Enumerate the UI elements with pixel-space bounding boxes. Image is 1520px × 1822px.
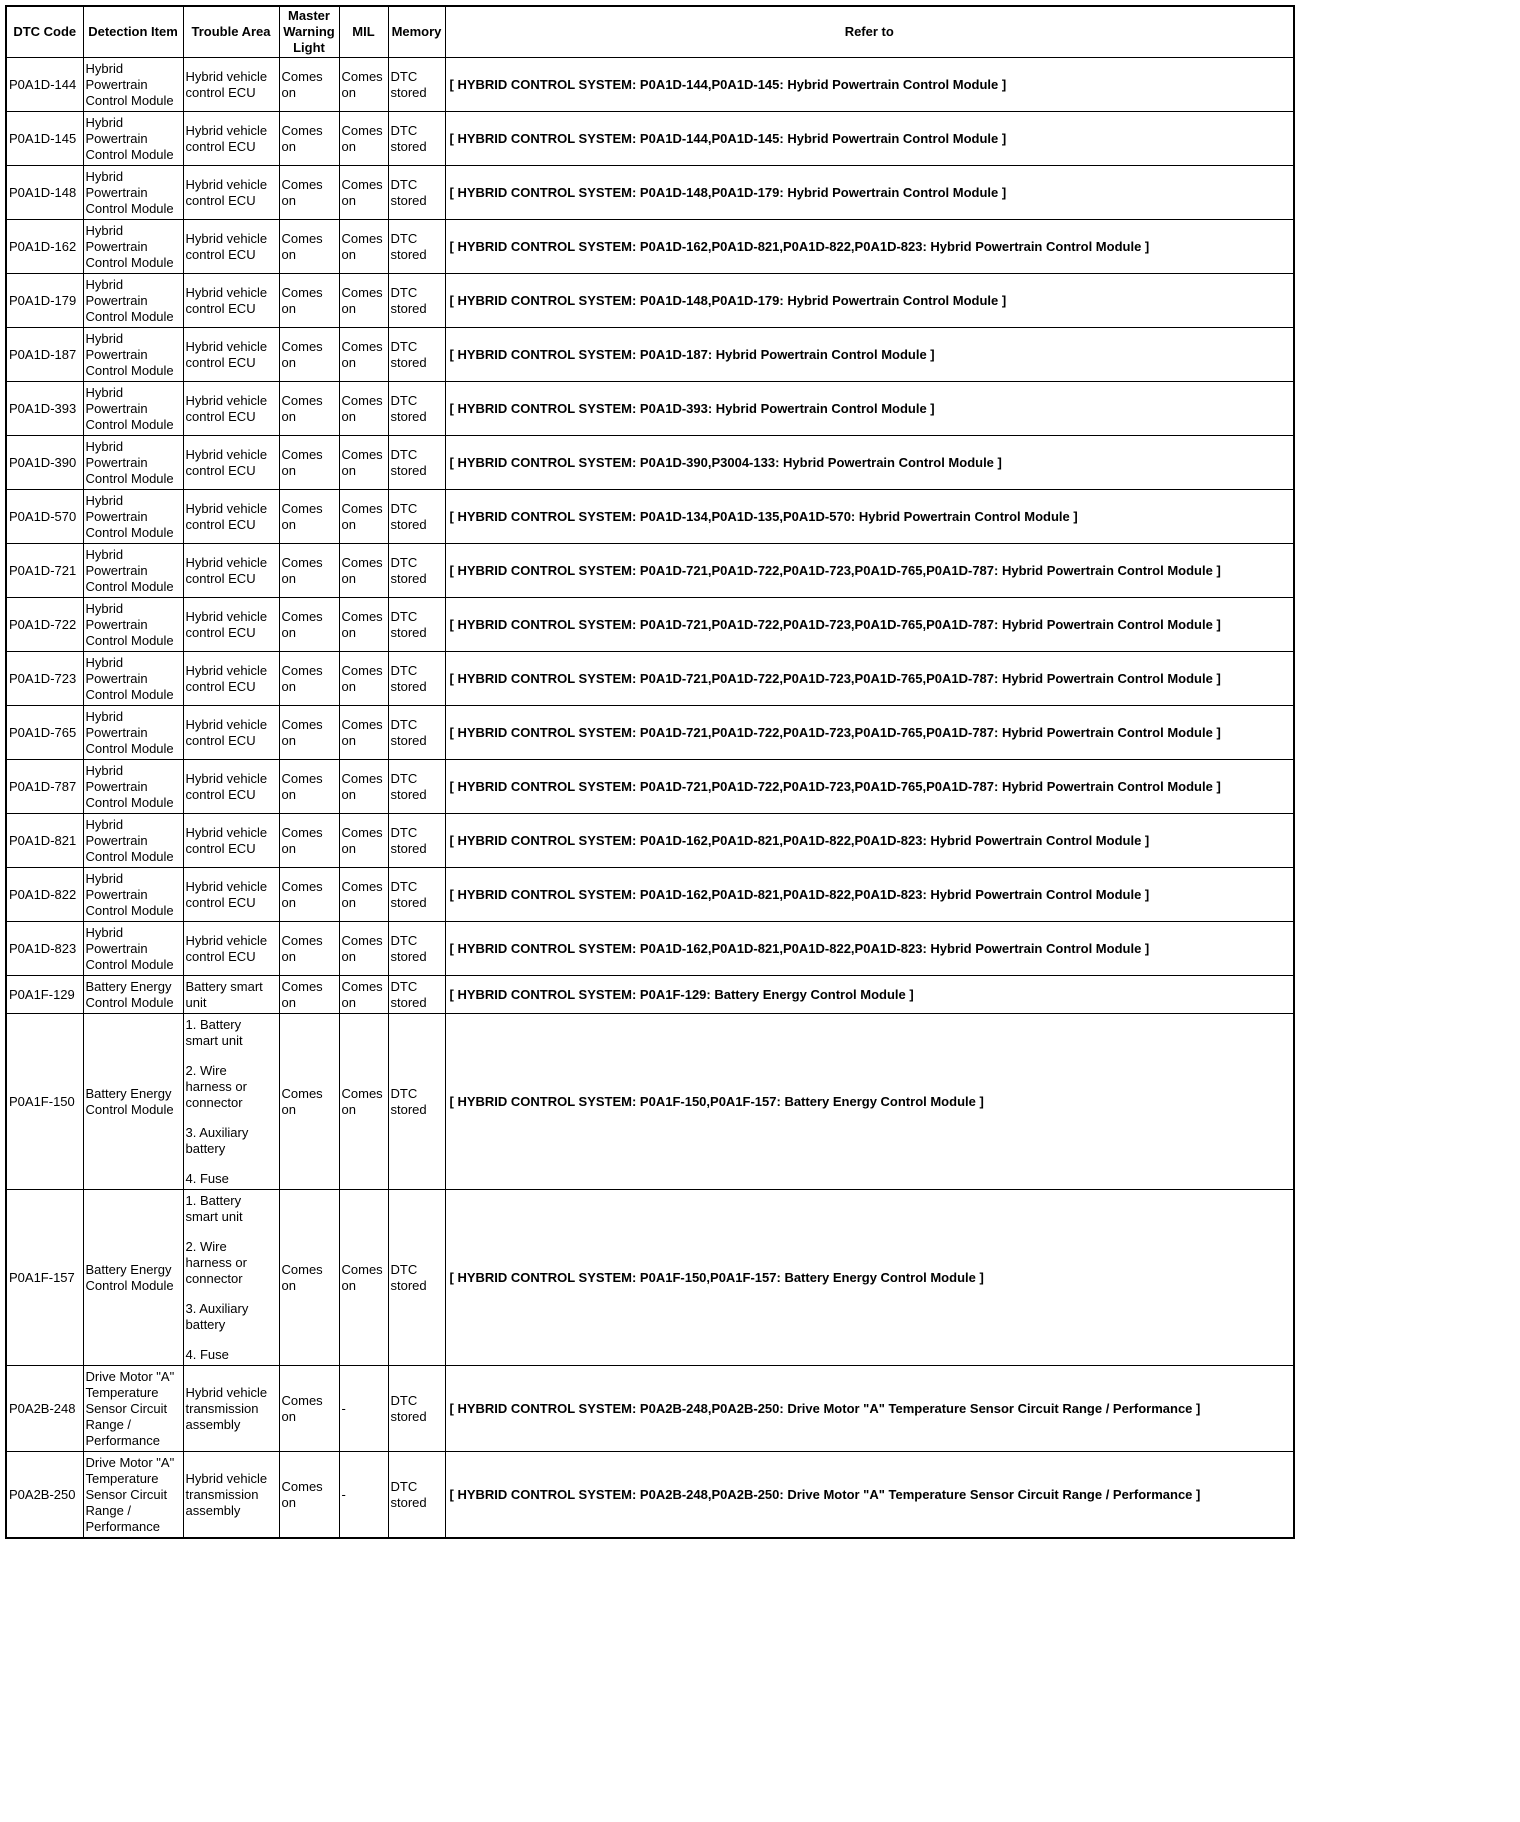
table-row (6, 328, 1294, 382)
cell-trouble-area: Hybrid vehicle control ECU (183, 598, 279, 652)
cell-master-warning-light: Comes on (279, 112, 339, 166)
cell-dtc-code: P0A1D-821 (6, 814, 83, 868)
cell-trouble-area: Hybrid vehicle control ECU (183, 166, 279, 220)
cell-master-warning-light: Comes on (279, 1014, 339, 1190)
cell-memory: DTC stored (388, 868, 445, 922)
cell-refer-to: [ HYBRID CONTROL SYSTEM: P0A1D-162,P0A1D-821,P0A1D-822,P0A1D-823: Hybrid Powertrain Control Module ] (445, 868, 1294, 922)
cell-dtc-code: P0A1F-157 (6, 1190, 83, 1366)
table-row (6, 814, 1294, 868)
cell-dtc-code: P0A1F-150 (6, 1014, 83, 1190)
table-row (6, 112, 1294, 166)
cell-trouble-area: Hybrid vehicle control ECU (183, 220, 279, 274)
cell-refer-to: [ HYBRID CONTROL SYSTEM: P0A1F-150,P0A1F-157: Battery Energy Control Module ] (445, 1014, 1294, 1190)
cell-dtc-code: P0A2B-248 (6, 1366, 83, 1452)
cell-memory: DTC stored (388, 58, 445, 112)
cell-detection-item: Hybrid Powertrain Control Module (83, 436, 183, 490)
cell-trouble-area: Hybrid vehicle control ECU (183, 814, 279, 868)
table-row (6, 382, 1294, 436)
cell-detection-item: Hybrid Powertrain Control Module (83, 490, 183, 544)
table-row (6, 544, 1294, 598)
cell-master-warning-light: Comes on (279, 1452, 339, 1539)
cell-trouble-area: Hybrid vehicle control ECU (183, 382, 279, 436)
cell-mil: Comes on (339, 382, 388, 436)
cell-master-warning-light: Comes on (279, 760, 339, 814)
table-header (6, 6, 1294, 58)
cell-detection-item: Hybrid Powertrain Control Module (83, 382, 183, 436)
header-memory: Memory (388, 6, 445, 58)
cell-detection-item: Hybrid Powertrain Control Module (83, 868, 183, 922)
cell-trouble-area: Battery smart unit (183, 976, 279, 1014)
table-row (6, 1190, 1294, 1366)
cell-dtc-code: P0A1D-721 (6, 544, 83, 598)
table-row (6, 706, 1294, 760)
cell-dtc-code: P0A1D-179 (6, 274, 83, 328)
cell-refer-to: [ HYBRID CONTROL SYSTEM: P0A1D-162,P0A1D-821,P0A1D-822,P0A1D-823: Hybrid Powertrain Control Module ] (445, 922, 1294, 976)
trouble-area-list (186, 1017, 277, 1187)
cell-dtc-code: P0A1D-765 (6, 706, 83, 760)
cell-mil: Comes on (339, 976, 388, 1014)
cell-master-warning-light: Comes on (279, 382, 339, 436)
cell-dtc-code: P0A1D-390 (6, 436, 83, 490)
header-dtc-code: DTC Code (6, 6, 83, 58)
cell-memory: DTC stored (388, 328, 445, 382)
table-row (6, 1452, 1294, 1539)
cell-dtc-code: P0A1D-822 (6, 868, 83, 922)
cell-trouble-area: Hybrid vehicle control ECU (183, 868, 279, 922)
cell-detection-item: Hybrid Powertrain Control Module (83, 220, 183, 274)
cell-mil: Comes on (339, 274, 388, 328)
cell-master-warning-light: Comes on (279, 490, 339, 544)
cell-mil: Comes on (339, 166, 388, 220)
cell-trouble-area: Hybrid vehicle control ECU (183, 922, 279, 976)
cell-memory: DTC stored (388, 274, 445, 328)
cell-master-warning-light: Comes on (279, 436, 339, 490)
cell-refer-to: [ HYBRID CONTROL SYSTEM: P0A1D-721,P0A1D-722,P0A1D-723,P0A1D-765,P0A1D-787: Hybrid Powertrain Control Module ] (445, 652, 1294, 706)
cell-master-warning-light: Comes on (279, 274, 339, 328)
table-row (6, 976, 1294, 1014)
cell-master-warning-light: Comes on (279, 652, 339, 706)
cell-mil: Comes on (339, 868, 388, 922)
header-detection-item: Detection Item (83, 6, 183, 58)
cell-master-warning-light: Comes on (279, 922, 339, 976)
cell-memory: DTC stored (388, 1014, 445, 1190)
cell-mil: Comes on (339, 490, 388, 544)
cell-master-warning-light: Comes on (279, 166, 339, 220)
cell-mil: Comes on (339, 1014, 388, 1190)
table-row (6, 760, 1294, 814)
cell-master-warning-light: Comes on (279, 598, 339, 652)
cell-detection-item: Hybrid Powertrain Control Module (83, 814, 183, 868)
cell-refer-to: [ HYBRID CONTROL SYSTEM: P0A2B-248,P0A2B-250: Drive Motor "A" Temperature Sensor Circuit Range / Performance ] (445, 1452, 1294, 1539)
cell-detection-item: Battery Energy Control Module (83, 976, 183, 1014)
cell-trouble-area: Hybrid vehicle control ECU (183, 760, 279, 814)
cell-refer-to: [ HYBRID CONTROL SYSTEM: P0A1D-721,P0A1D-722,P0A1D-723,P0A1D-765,P0A1D-787: Hybrid Powertrain Control Module ] (445, 760, 1294, 814)
table-row (6, 1014, 1294, 1190)
table-row (6, 868, 1294, 922)
cell-refer-to: [ HYBRID CONTROL SYSTEM: P0A1D-134,P0A1D-135,P0A1D-570: Hybrid Powertrain Control Module ] (445, 490, 1294, 544)
cell-master-warning-light: Comes on (279, 868, 339, 922)
cell-master-warning-light: Comes on (279, 976, 339, 1014)
cell-mil: Comes on (339, 328, 388, 382)
cell-memory: DTC stored (388, 220, 445, 274)
cell-detection-item: Hybrid Powertrain Control Module (83, 328, 183, 382)
cell-refer-to: [ HYBRID CONTROL SYSTEM: P0A2B-248,P0A2B-250: Drive Motor "A" Temperature Sensor Circuit Range / Performance ] (445, 1366, 1294, 1452)
cell-master-warning-light: Comes on (279, 706, 339, 760)
cell-dtc-code: P0A1D-145 (6, 112, 83, 166)
trouble-area-item: 3. Auxiliary battery (185, 1124, 249, 1156)
header-refer-to: Refer to (445, 6, 1294, 58)
trouble-area-list (186, 1193, 277, 1363)
cell-dtc-code: P0A1D-187 (6, 328, 83, 382)
cell-dtc-code: P0A1D-162 (6, 220, 83, 274)
cell-memory: DTC stored (388, 1366, 445, 1452)
cell-refer-to: [ HYBRID CONTROL SYSTEM: P0A1D-721,P0A1D-722,P0A1D-723,P0A1D-765,P0A1D-787: Hybrid Powertrain Control Module ] (445, 598, 1294, 652)
header-mil: MIL (339, 6, 388, 58)
cell-master-warning-light: Comes on (279, 1190, 339, 1366)
cell-mil: Comes on (339, 544, 388, 598)
cell-memory: DTC stored (388, 814, 445, 868)
cell-refer-to: [ HYBRID CONTROL SYSTEM: P0A1D-162,P0A1D-821,P0A1D-822,P0A1D-823: Hybrid Powertrain Control Module ] (445, 220, 1294, 274)
cell-detection-item: Drive Motor "A" Temperature Sensor Circuit Range / Performance (83, 1366, 183, 1452)
cell-mil: Comes on (339, 220, 388, 274)
cell-memory: DTC stored (388, 760, 445, 814)
cell-refer-to: [ HYBRID CONTROL SYSTEM: P0A1D-162,P0A1D-821,P0A1D-822,P0A1D-823: Hybrid Powertrain Control Module ] (445, 814, 1294, 868)
table-row (6, 922, 1294, 976)
cell-mil: Comes on (339, 652, 388, 706)
cell-master-warning-light: Comes on (279, 1366, 339, 1452)
cell-trouble-area: Hybrid vehicle control ECU (183, 112, 279, 166)
cell-trouble-area: Hybrid vehicle control ECU (183, 652, 279, 706)
table-row (6, 220, 1294, 274)
cell-memory: DTC stored (388, 544, 445, 598)
trouble-area-item: 2. Wire harness or connector (185, 1238, 247, 1286)
cell-refer-to: [ HYBRID CONTROL SYSTEM: P0A1D-721,P0A1D-722,P0A1D-723,P0A1D-765,P0A1D-787: Hybrid Powertrain Control Module ] (445, 706, 1294, 760)
cell-detection-item: Drive Motor "A" Temperature Sensor Circuit Range / Performance (83, 1452, 183, 1539)
cell-mil: Comes on (339, 58, 388, 112)
table-row (6, 598, 1294, 652)
cell-mil: Comes on (339, 814, 388, 868)
cell-detection-item: Hybrid Powertrain Control Module (83, 544, 183, 598)
cell-dtc-code: P0A1D-787 (6, 760, 83, 814)
header-trouble-area: Trouble Area (183, 6, 279, 58)
cell-detection-item: Hybrid Powertrain Control Module (83, 274, 183, 328)
cell-refer-to: [ HYBRID CONTROL SYSTEM: P0A1F-150,P0A1F-157: Battery Energy Control Module ] (445, 1190, 1294, 1366)
cell-refer-to: [ HYBRID CONTROL SYSTEM: P0A1D-187: Hybrid Powertrain Control Module ] (445, 328, 1294, 382)
cell-memory: DTC stored (388, 490, 445, 544)
table-row (6, 490, 1294, 544)
cell-dtc-code: P0A1F-129 (6, 976, 83, 1014)
cell-mil: Comes on (339, 436, 388, 490)
trouble-area-item: 4. Fuse (185, 1346, 229, 1362)
cell-memory: DTC stored (388, 1190, 445, 1366)
cell-mil: Comes on (339, 706, 388, 760)
cell-detection-item: Hybrid Powertrain Control Module (83, 166, 183, 220)
cell-memory: DTC stored (388, 112, 445, 166)
trouble-area-item: 2. Wire harness or connector (185, 1062, 247, 1110)
cell-memory: DTC stored (388, 436, 445, 490)
cell-master-warning-light: Comes on (279, 814, 339, 868)
cell-mil: Comes on (339, 1190, 388, 1366)
cell-trouble-area: Hybrid vehicle control ECU (183, 436, 279, 490)
cell-mil: Comes on (339, 112, 388, 166)
table-row (6, 58, 1294, 112)
cell-refer-to: [ HYBRID CONTROL SYSTEM: P0A1D-393: Hybrid Powertrain Control Module ] (445, 382, 1294, 436)
cell-detection-item: Hybrid Powertrain Control Module (83, 652, 183, 706)
table-body (6, 58, 1294, 1539)
cell-refer-to: [ HYBRID CONTROL SYSTEM: P0A1D-148,P0A1D-179: Hybrid Powertrain Control Module ] (445, 274, 1294, 328)
trouble-area-item: 1. Battery smart unit (185, 1016, 243, 1048)
cell-memory: DTC stored (388, 922, 445, 976)
cell-dtc-code: P0A2B-250 (6, 1452, 83, 1539)
cell-mil: Comes on (339, 922, 388, 976)
dtc-table (5, 5, 1295, 1539)
cell-dtc-code: P0A1D-393 (6, 382, 83, 436)
cell-memory: DTC stored (388, 382, 445, 436)
table-row (6, 436, 1294, 490)
trouble-area-item: 3. Auxiliary battery (185, 1300, 249, 1332)
cell-master-warning-light: Comes on (279, 220, 339, 274)
cell-dtc-code: P0A1D-570 (6, 490, 83, 544)
cell-master-warning-light: Comes on (279, 544, 339, 598)
cell-master-warning-light: Comes on (279, 58, 339, 112)
cell-memory: DTC stored (388, 652, 445, 706)
cell-mil: - (339, 1366, 388, 1452)
cell-dtc-code: P0A1D-723 (6, 652, 83, 706)
cell-detection-item: Hybrid Powertrain Control Module (83, 58, 183, 112)
table-row (6, 652, 1294, 706)
cell-trouble-area: Hybrid vehicle control ECU (183, 328, 279, 382)
cell-trouble-area: Hybrid vehicle transmission assembly (183, 1366, 279, 1452)
cell-trouble-area (183, 1014, 279, 1190)
header-master-warning-light: Master Warning Light (279, 6, 339, 58)
cell-mil: Comes on (339, 760, 388, 814)
cell-detection-item: Hybrid Powertrain Control Module (83, 112, 183, 166)
cell-dtc-code: P0A1D-144 (6, 58, 83, 112)
cell-memory: DTC stored (388, 976, 445, 1014)
cell-dtc-code: P0A1D-722 (6, 598, 83, 652)
trouble-area-item: 1. Battery smart unit (185, 1192, 243, 1224)
cell-trouble-area: Hybrid vehicle control ECU (183, 274, 279, 328)
cell-memory: DTC stored (388, 1452, 445, 1539)
cell-refer-to: [ HYBRID CONTROL SYSTEM: P0A1D-144,P0A1D-145: Hybrid Powertrain Control Module ] (445, 112, 1294, 166)
cell-detection-item: Hybrid Powertrain Control Module (83, 922, 183, 976)
cell-dtc-code: P0A1D-148 (6, 166, 83, 220)
trouble-area-item: 4. Fuse (185, 1170, 229, 1186)
cell-master-warning-light: Comes on (279, 328, 339, 382)
cell-refer-to: [ HYBRID CONTROL SYSTEM: P0A1D-148,P0A1D-179: Hybrid Powertrain Control Module ] (445, 166, 1294, 220)
cell-refer-to: [ HYBRID CONTROL SYSTEM: P0A1D-721,P0A1D-722,P0A1D-723,P0A1D-765,P0A1D-787: Hybrid Powertrain Control Module ] (445, 544, 1294, 598)
cell-refer-to: [ HYBRID CONTROL SYSTEM: P0A1D-390,P3004-133: Hybrid Powertrain Control Module ] (445, 436, 1294, 490)
cell-refer-to: [ HYBRID CONTROL SYSTEM: P0A1F-129: Battery Energy Control Module ] (445, 976, 1294, 1014)
cell-refer-to: [ HYBRID CONTROL SYSTEM: P0A1D-144,P0A1D-145: Hybrid Powertrain Control Module ] (445, 58, 1294, 112)
cell-memory: DTC stored (388, 166, 445, 220)
cell-detection-item: Battery Energy Control Module (83, 1190, 183, 1366)
cell-mil: - (339, 1452, 388, 1539)
cell-detection-item: Hybrid Powertrain Control Module (83, 598, 183, 652)
table-row (6, 274, 1294, 328)
cell-trouble-area: Hybrid vehicle control ECU (183, 58, 279, 112)
cell-detection-item: Battery Energy Control Module (83, 1014, 183, 1190)
header-row (6, 6, 1294, 58)
cell-detection-item: Hybrid Powertrain Control Module (83, 706, 183, 760)
cell-memory: DTC stored (388, 706, 445, 760)
cell-dtc-code: P0A1D-823 (6, 922, 83, 976)
cell-trouble-area: Hybrid vehicle control ECU (183, 706, 279, 760)
cell-detection-item: Hybrid Powertrain Control Module (83, 760, 183, 814)
table-row (6, 1366, 1294, 1452)
cell-trouble-area: Hybrid vehicle control ECU (183, 490, 279, 544)
cell-memory: DTC stored (388, 598, 445, 652)
cell-mil: Comes on (339, 598, 388, 652)
table-row (6, 166, 1294, 220)
cell-trouble-area: Hybrid vehicle control ECU (183, 544, 279, 598)
cell-trouble-area: Hybrid vehicle transmission assembly (183, 1452, 279, 1539)
cell-trouble-area (183, 1190, 279, 1366)
